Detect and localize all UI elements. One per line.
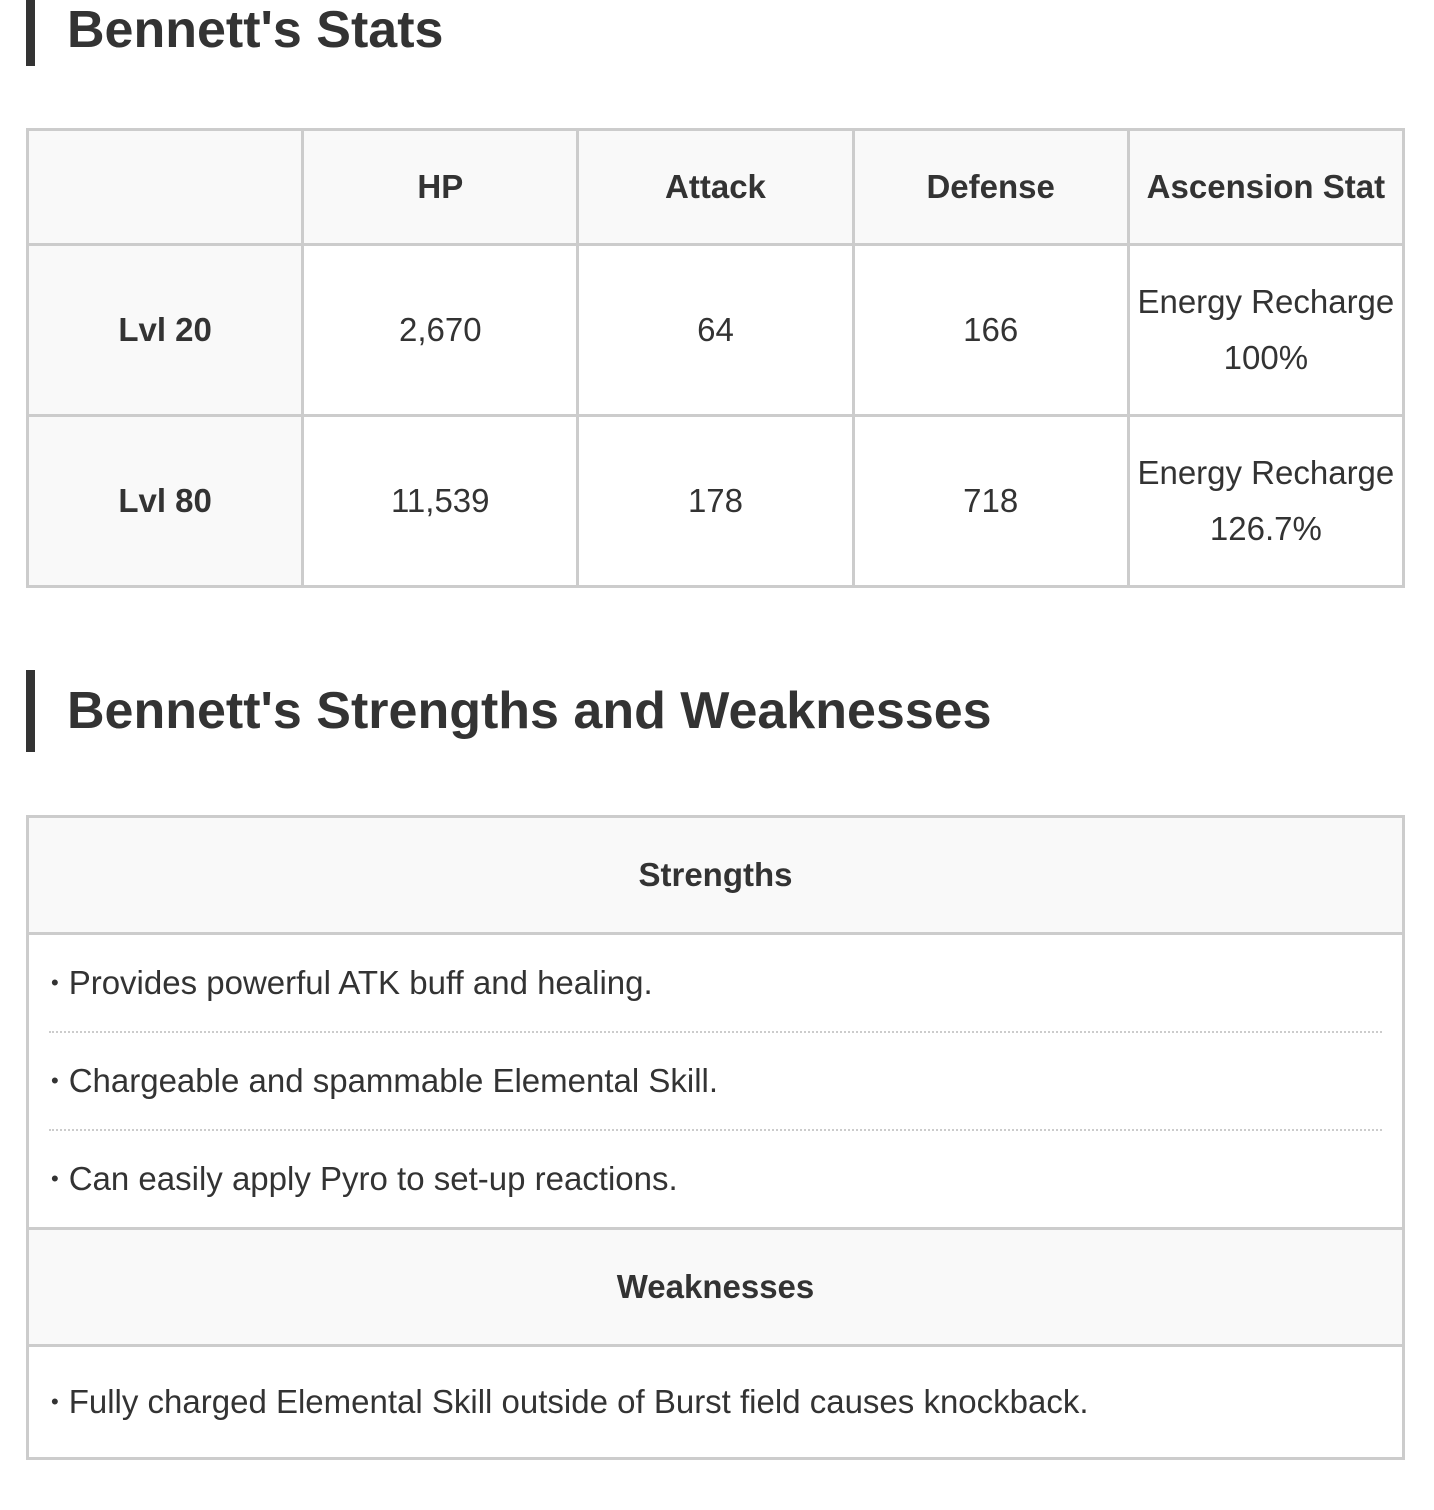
ascension-stat: Energy Recharge — [1137, 454, 1395, 491]
ascension-stat: Energy Recharge — [1137, 283, 1395, 320]
defense-cell: 166 — [853, 245, 1128, 416]
defense-cell: 718 — [853, 416, 1128, 587]
list-item — [49, 1131, 1382, 1227]
strength-text: Provides powerful ATK buff and healing. — [68, 964, 653, 1001]
table-row — [28, 245, 1404, 416]
level-cell: Lvl 20 — [28, 245, 303, 416]
bullet-icon: • — [51, 1389, 59, 1414]
strengths-weaknesses-heading: Bennett's Strengths and Weaknesses — [26, 670, 992, 752]
ascension-cell — [1128, 416, 1403, 587]
ascension-value: 100% — [1223, 339, 1309, 376]
strength-text: Can easily apply Pyro to set-up reactions. — [68, 1160, 678, 1197]
strengths-weaknesses-table — [26, 815, 1405, 1460]
header-defense: Defense — [853, 130, 1128, 245]
table-row — [28, 416, 1404, 587]
stats-table — [26, 128, 1405, 588]
strength-text: Chargeable and spammable Elemental Skill. — [68, 1062, 719, 1099]
weaknesses-header: Weaknesses — [28, 1229, 1404, 1346]
list-item — [49, 1347, 1382, 1457]
bullet-icon: • — [51, 970, 59, 995]
stats-heading: Bennett's Stats — [26, 0, 443, 66]
list-item — [49, 1033, 1382, 1131]
ascension-cell — [1128, 245, 1403, 416]
header-empty — [28, 130, 303, 245]
bullet-icon: • — [51, 1068, 59, 1093]
hp-cell: 11,539 — [303, 416, 578, 587]
header-hp: HP — [303, 130, 578, 245]
stats-header-row — [28, 130, 1404, 245]
hp-cell: 2,670 — [303, 245, 578, 416]
header-ascension-stat: Ascension Stat — [1128, 130, 1403, 245]
weaknesses-list — [28, 1346, 1404, 1459]
strengths-header: Strengths — [28, 817, 1404, 934]
ascension-value: 126.7% — [1209, 510, 1322, 547]
attack-cell: 64 — [578, 245, 853, 416]
list-item — [49, 935, 1382, 1033]
strengths-list — [28, 934, 1404, 1229]
level-cell: Lvl 80 — [28, 416, 303, 587]
weakness-text: Fully charged Elemental Skill outside of Burst field causes knockback. — [68, 1383, 1089, 1420]
attack-cell: 178 — [578, 416, 853, 587]
bullet-icon: • — [51, 1166, 59, 1191]
header-attack: Attack — [578, 130, 853, 245]
